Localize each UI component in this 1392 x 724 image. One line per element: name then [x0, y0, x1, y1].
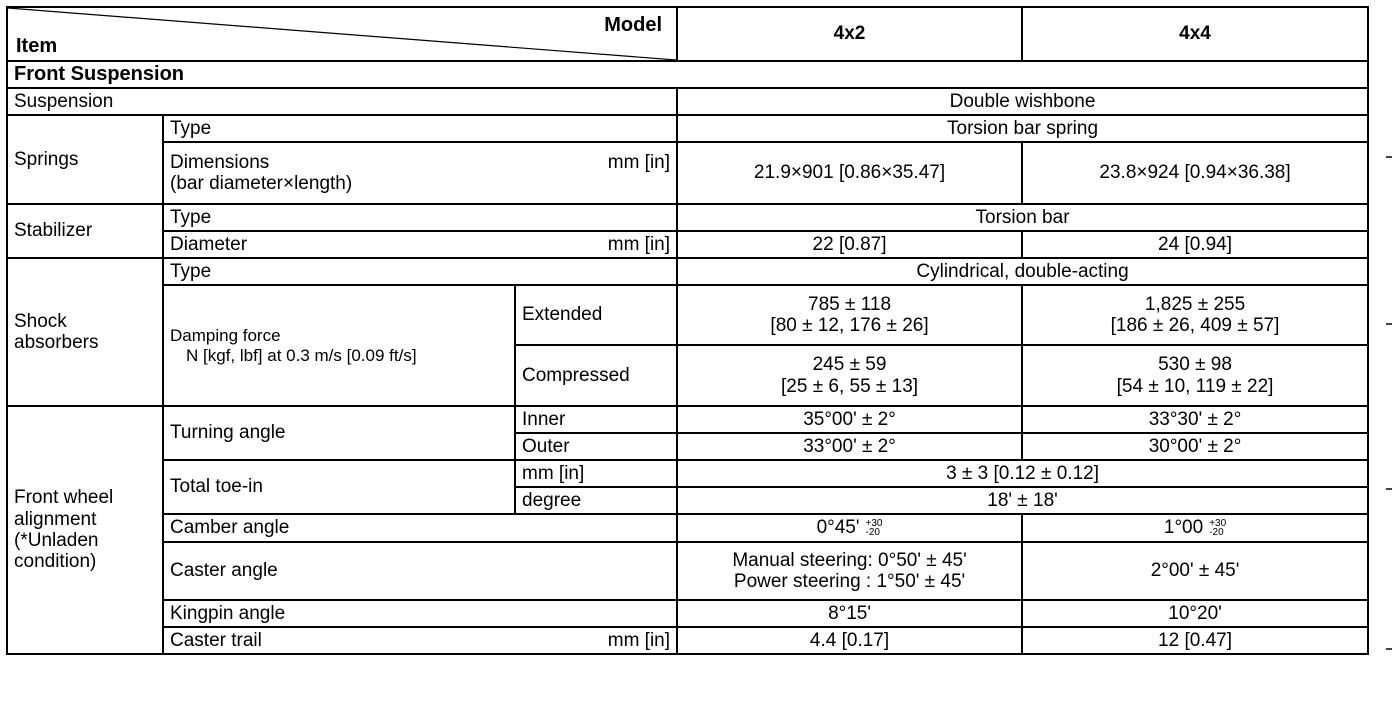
suspension-value: Double wishbone [677, 88, 1368, 115]
kingpin-4x4: 10°20' [1022, 600, 1368, 627]
extended-4x4 [1022, 285, 1368, 345]
kingpin-4x2: 8°15' [677, 600, 1022, 627]
turning-angle-label: Turning angle [163, 406, 515, 460]
item-header-label: Item [16, 34, 58, 57]
shock-type-value: Cylindrical, double-acting [677, 258, 1368, 285]
camber-4x2-tolerance [866, 519, 883, 537]
spec-sheet [6, 6, 1367, 655]
caster-trail-text: Caster trail [170, 629, 262, 651]
stabilizer-type-value: Torsion bar [677, 204, 1368, 231]
caster-trail-unit: mm [in] [607, 629, 671, 651]
extended-4x2-line2: [80 ± 12, 176 ± 26] [770, 315, 929, 336]
diagonal-divider [8, 8, 676, 60]
toe-degree-value: 18' ± 18' [677, 487, 1368, 514]
springs-dimensions-4x4: 23.8×924 [0.94×36.38] [1022, 142, 1368, 204]
springs-label: Springs [7, 115, 163, 204]
alignment-label-line1: Front wheel [14, 487, 114, 509]
front-wheel-alignment-label [7, 406, 163, 654]
damping-label-line1: Damping force [170, 326, 281, 346]
stabilizer-label: Stabilizer [7, 204, 163, 258]
section-title: Front Suspension [7, 61, 1368, 88]
shock-label-line2: absorbers [14, 332, 99, 353]
stabilizer-diameter-4x4: 24 [0.94] [1022, 231, 1368, 258]
caster-trail-4x4: 12 [0.47] [1022, 627, 1368, 654]
stabilizer-type-label: Type [163, 204, 677, 231]
table-row [7, 627, 1368, 654]
springs-type-label: Type [163, 115, 677, 142]
alignment-label-line4: condition) [14, 551, 97, 573]
extended-label: Extended [515, 285, 677, 345]
damping-force-label [163, 285, 515, 406]
margin-tick-mark [1386, 323, 1392, 325]
caster-power-steering: Power steering : 1°50' ± 45' [733, 571, 966, 592]
camber-4x2 [677, 514, 1022, 542]
camber-4x4-value: 1°00 [1163, 517, 1204, 539]
compressed-label: Compressed [515, 345, 677, 406]
table-row [7, 406, 1368, 433]
caster-4x4: 2°00' ± 45' [1022, 542, 1368, 600]
camber-4x4-tolerance [1209, 519, 1226, 537]
table-row [7, 514, 1368, 542]
table-row [7, 204, 1368, 231]
table-row [7, 231, 1368, 258]
stabilizer-diameter-text: Diameter [170, 233, 248, 255]
camber-4x2-tol-plus: +30 [865, 518, 883, 530]
column-4x4-header: 4x4 [1022, 7, 1368, 61]
shock-type-label: Type [163, 258, 677, 285]
outer-4x4: 30°00' ± 2° [1022, 433, 1368, 460]
inner-label: Inner [515, 406, 677, 433]
suspension-label: Suspension [7, 88, 677, 115]
shock-label-line1: Shock [14, 310, 67, 332]
springs-type-value: Torsion bar spring [677, 115, 1368, 142]
springs-dimensions-line1: Dimensions [170, 151, 270, 173]
toe-mm-value: 3 ± 3 [0.12 ± 0.12] [677, 460, 1368, 487]
margin-tick-mark [1386, 488, 1392, 490]
front-suspension-spec-table [6, 6, 1369, 655]
outer-label: Outer [515, 433, 677, 460]
table-row [7, 542, 1368, 600]
model-header-label: Model [604, 14, 663, 36]
camber-4x2-value: 0°45' [816, 517, 860, 539]
caster-4x2 [677, 542, 1022, 600]
table-row [7, 142, 1368, 204]
alignment-label-line3: (*Unladen [14, 530, 99, 551]
margin-tick-mark [1386, 648, 1392, 650]
compressed-4x2 [677, 345, 1022, 406]
compressed-4x4 [1022, 345, 1368, 406]
compressed-4x4-line1: 530 ± 98 [1158, 354, 1232, 376]
alignment-label-line2: alignment [14, 508, 97, 530]
extended-4x4-line1: 1,825 ± 255 [1144, 293, 1246, 315]
extended-4x4-line2: [186 ± 26, 409 ± 57] [1110, 315, 1280, 336]
caster-trail-4x2: 4.4 [0.17] [677, 627, 1022, 654]
inner-4x4: 33°30' ± 2° [1022, 406, 1368, 433]
table-row [7, 115, 1368, 142]
springs-dimensions-4x2: 21.9×901 [0.86×35.47] [677, 142, 1022, 204]
compressed-4x2-line2: [25 ± 6, 55 ± 13] [781, 375, 919, 397]
extended-4x2-line1: 785 ± 118 [808, 293, 892, 315]
camber-4x4-tol-plus: +30 [1209, 518, 1227, 530]
toe-degree-label: degree [515, 487, 677, 514]
margin-tick-mark [1386, 156, 1392, 158]
compressed-4x4-line2: [54 ± 10, 119 ± 22] [1116, 375, 1274, 397]
kingpin-angle-label: Kingpin angle [163, 600, 677, 627]
table-row [7, 285, 1368, 345]
caster-angle-label: Caster angle [163, 542, 677, 600]
compressed-4x2-line1: 245 ± 59 [812, 354, 887, 376]
inner-4x2: 35°00' ± 2° [677, 406, 1022, 433]
caster-trail-label [163, 627, 677, 654]
camber-angle-label: Camber angle [163, 514, 677, 542]
item-model-header [7, 7, 677, 61]
camber-4x4-tol-minus: -20 [1209, 527, 1224, 539]
header-row [7, 7, 1368, 61]
table-row [7, 88, 1368, 115]
camber-4x2-tol-minus: -20 [865, 527, 880, 539]
stabilizer-diameter-unit: mm [in] [607, 233, 671, 255]
extended-4x2 [677, 285, 1022, 345]
column-4x2-header: 4x2 [677, 7, 1022, 61]
springs-dimensions-label [163, 142, 677, 204]
stabilizer-diameter-4x2: 22 [0.87] [677, 231, 1022, 258]
springs-dimensions-unit: mm [in] [607, 151, 671, 173]
damping-label-line2: N [kgf, lbf] at 0.3 m/s [0.09 ft/s] [186, 345, 417, 365]
camber-4x4 [1022, 514, 1368, 542]
caster-manual-steering: Manual steering: 0°50' ± 45' [732, 549, 967, 571]
section-row [7, 61, 1368, 88]
shock-absorbers-label [7, 258, 163, 406]
outer-4x2: 33°00' ± 2° [677, 433, 1022, 460]
table-row [7, 258, 1368, 285]
table-row [7, 460, 1368, 487]
toe-mm-label: mm [in] [515, 460, 677, 487]
stabilizer-diameter-label [163, 231, 677, 258]
total-toe-in-label: Total toe-in [163, 460, 515, 514]
springs-dimensions-line2: (bar diameter×length) [170, 173, 353, 194]
table-row [7, 600, 1368, 627]
